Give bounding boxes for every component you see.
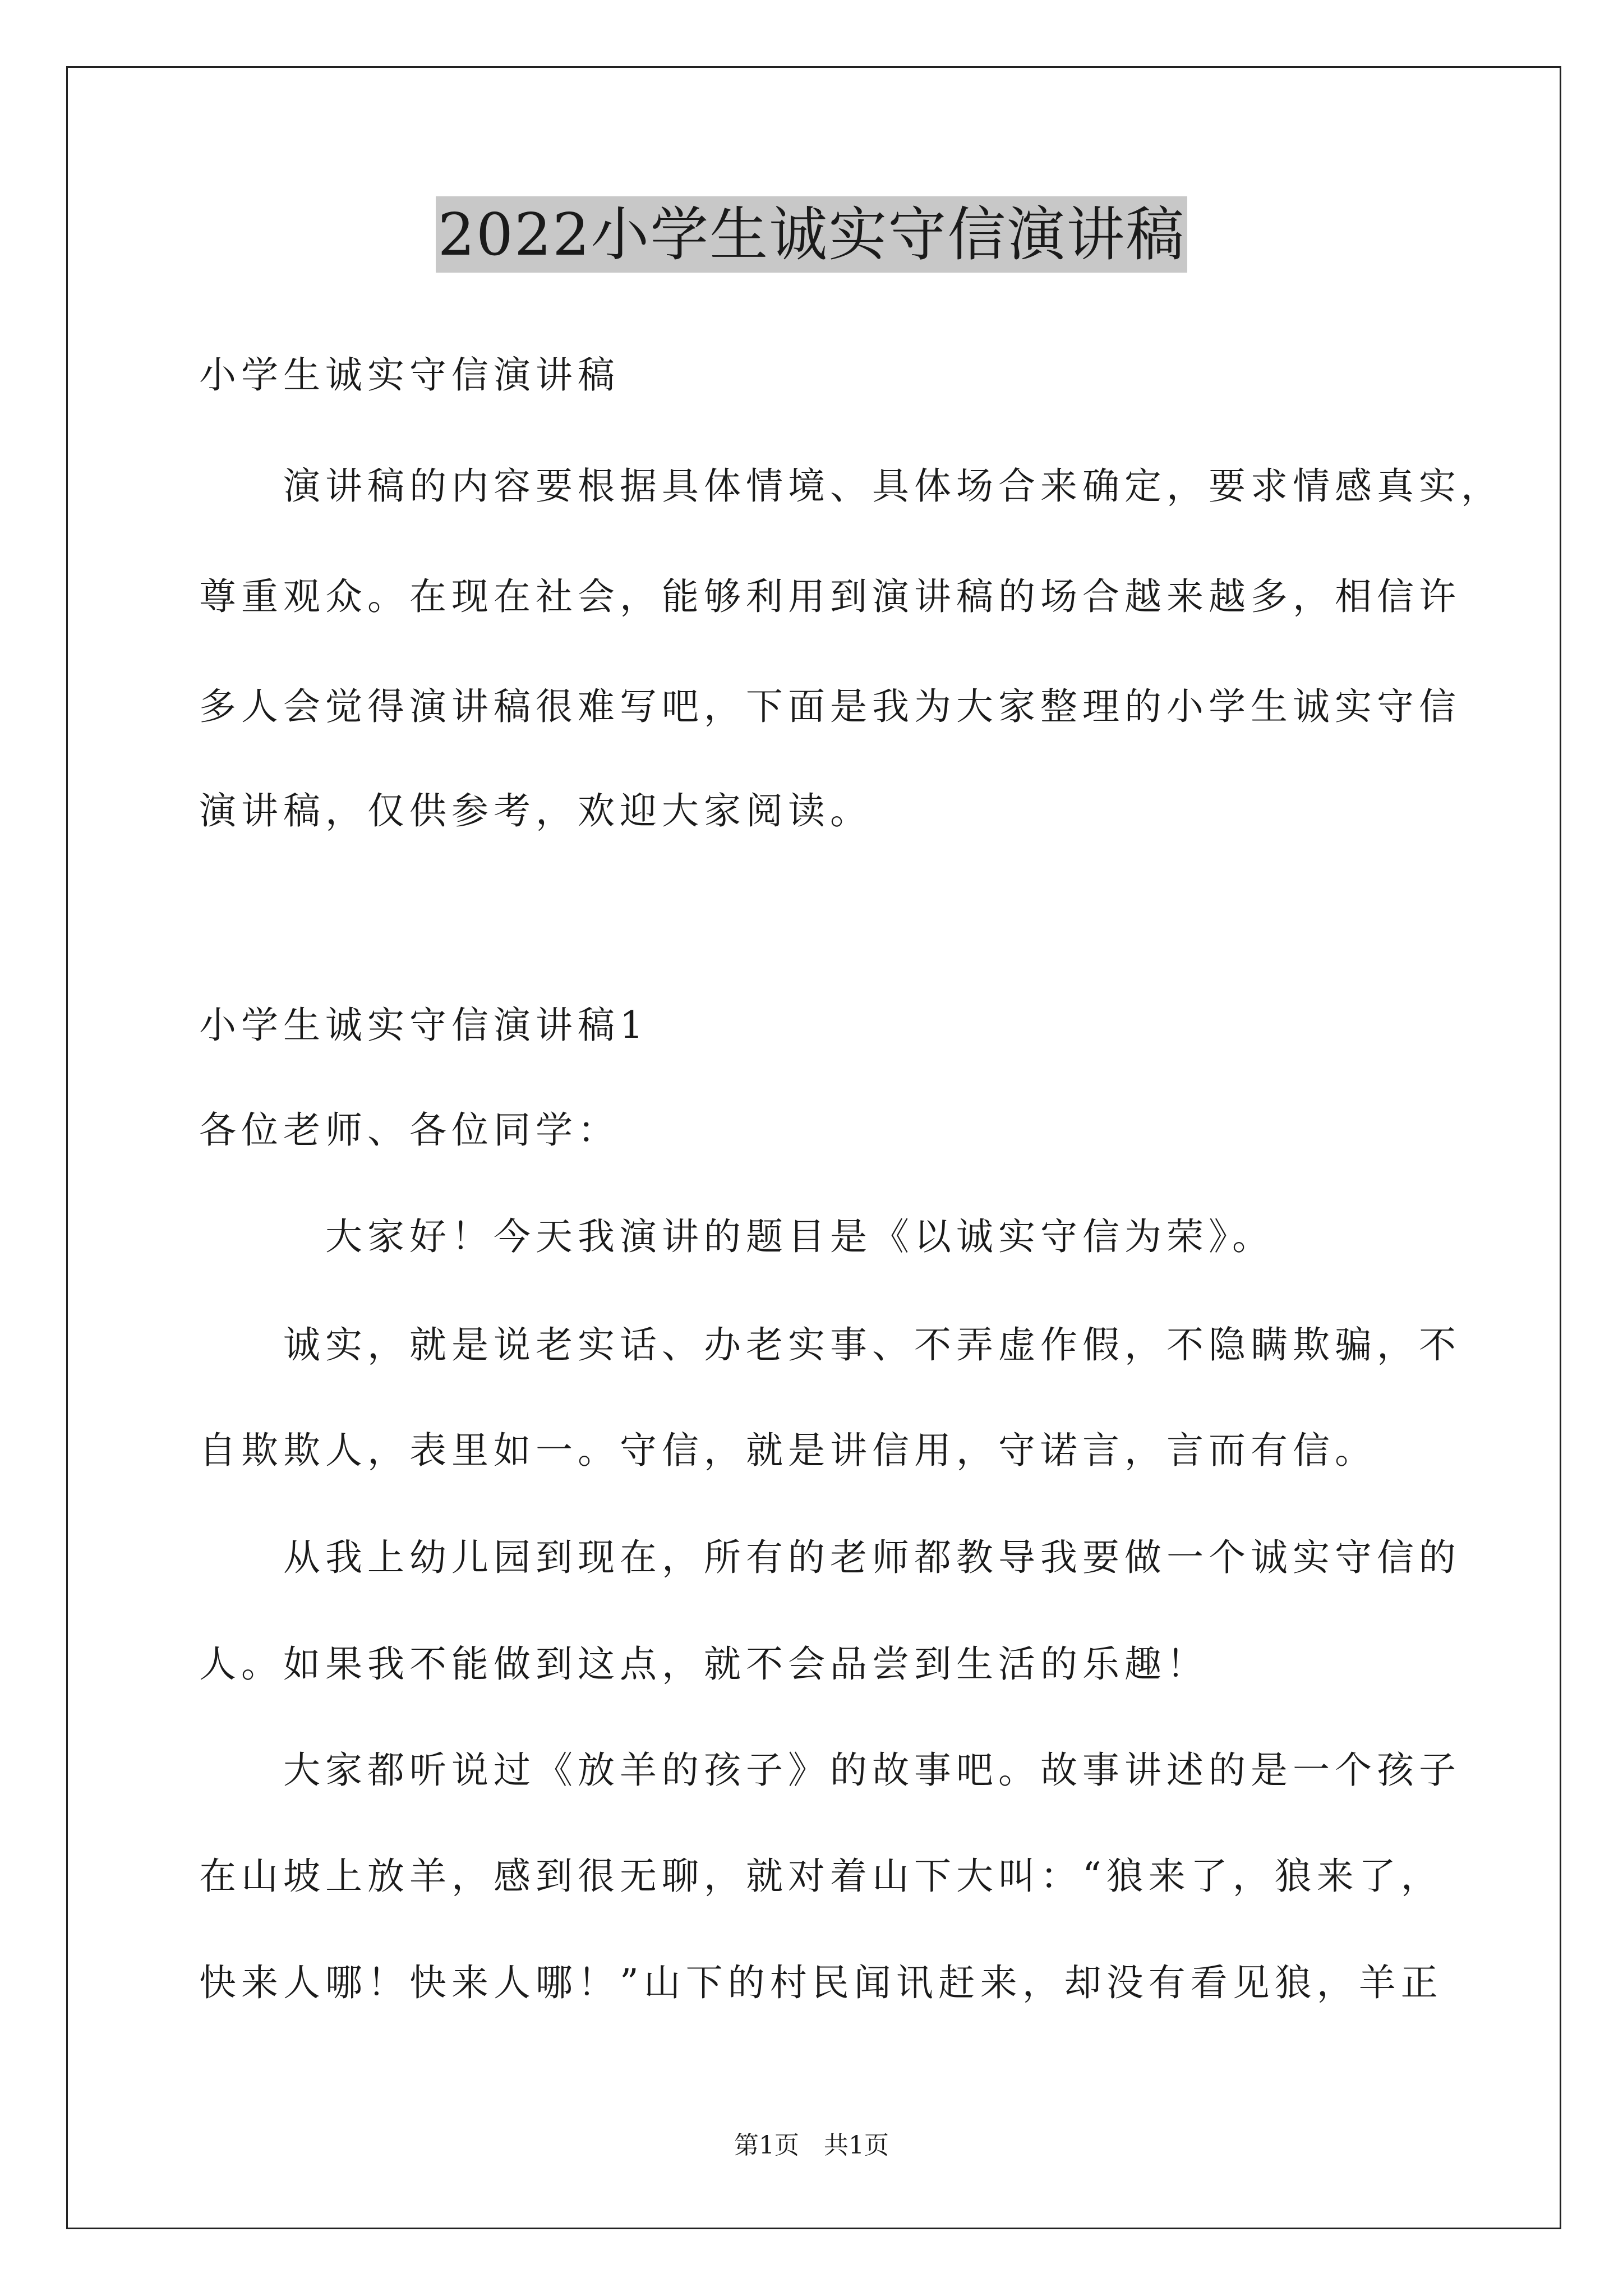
body-line: 在山坡上放羊，感到很无聊，就对着山下大叫：“狼来了，狼来了， [199,1855,1443,1898]
title-container [0,196,1623,273]
page-footer: 第1页 共1页 [734,2131,889,2160]
salutation-line: 各位老师、各位同学： [199,1108,620,1152]
document-title: 2022小学生诚实守信演讲稿 [436,196,1188,273]
body-line: 演讲稿，仅供参考，欢迎大家阅读。 [199,789,872,832]
body-line: 自欺欺人，表里如一。守信，就是讲信用，守诺言，言而有信。 [199,1429,1377,1472]
body-line: 演讲稿的内容要根据具体情境、具体场合来确定，要求情感真实， [199,464,1503,508]
body-line: 诚实，就是说老实话、办老实事、不弄虚作假，不隐瞒欺骗，不 [199,1323,1461,1366]
subtitle-line: 小学生诚实守信演讲稿 [199,353,620,397]
body-line: 人。如果我不能做到这点，就不会品尝到生活的乐趣！ [199,1642,1209,1686]
body-line: 从我上幼儿园到现在，所有的老师都教导我要做一个诚实守信的 [199,1536,1461,1579]
body-line: 多人会觉得演讲稿很难写吧，下面是我为大家整理的小学生诚实守信 [199,685,1461,728]
body-line: 大家都听说过《放羊的孩子》的故事吧。故事讲述的是一个孩子 [199,1749,1461,1792]
body-line: 大家好！今天我演讲的题目是《以诚实守信为荣》。 [199,1215,1274,1258]
body-line: 快来人哪！快来人哪！”山下的村民闻讯赶来，却没有看见狼，羊正 [199,1961,1443,2004]
body-line: 尊重观众。在现在社会，能够利用到演讲稿的场合越来越多，相信许 [199,575,1461,618]
section-heading: 小学生诚实守信演讲稿1 [199,1004,648,1047]
